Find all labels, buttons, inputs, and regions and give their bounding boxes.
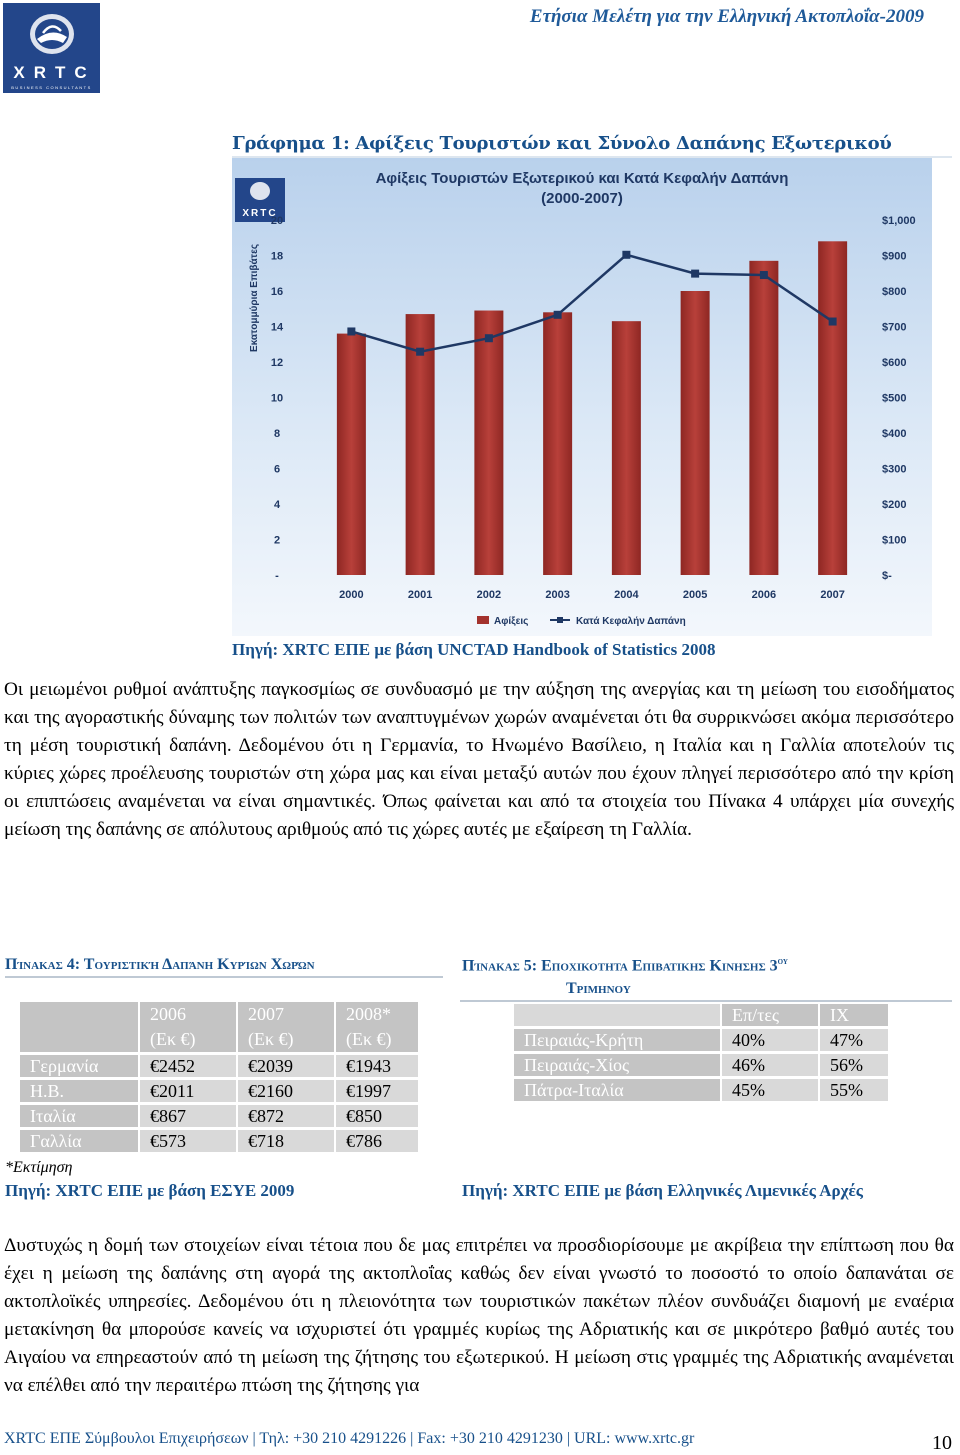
table4-value: €718 bbox=[238, 1130, 334, 1152]
table4-value: €2452 bbox=[140, 1055, 236, 1077]
table5-value: 45% bbox=[722, 1079, 818, 1101]
logo-subtext: BUSINESS CONSULTANTS bbox=[11, 85, 92, 90]
table4-value: €872 bbox=[238, 1105, 334, 1127]
legend-swatch-arrivals bbox=[477, 616, 489, 624]
table-row bbox=[514, 1079, 888, 1101]
table5-value: 55% bbox=[820, 1079, 888, 1101]
y2-tick-label: $300 bbox=[882, 463, 907, 476]
y2-tick-label: $1,000 bbox=[882, 215, 916, 227]
table4 bbox=[18, 999, 420, 1155]
x-tick-label: 2007 bbox=[820, 589, 845, 601]
table4-header-unit: (Εκ €) bbox=[150, 1029, 196, 1049]
table5-corner-cell bbox=[514, 1004, 720, 1026]
table4-value: €573 bbox=[140, 1130, 236, 1152]
table4-value: €1997 bbox=[336, 1080, 418, 1102]
table5-header-row bbox=[514, 1004, 888, 1026]
table-row bbox=[20, 1130, 418, 1152]
x-tick-label: 2000 bbox=[339, 589, 364, 601]
table4-title: Πίνακας 4: Τουριστική Δαπάνη Κυρίων Χωρών bbox=[5, 956, 315, 973]
table-row bbox=[20, 1105, 418, 1127]
bar-arrivals bbox=[612, 321, 641, 575]
y-tick-label: 12 bbox=[270, 357, 284, 369]
bar-arrivals bbox=[681, 291, 710, 575]
chart-logo-text: XRTC bbox=[242, 208, 278, 219]
table-row bbox=[514, 1029, 888, 1051]
page-number: 10 bbox=[932, 1432, 952, 1454]
table4-value: €2039 bbox=[238, 1055, 334, 1077]
chart-y-axis-label: Εκατομμύρια Επιβάτες bbox=[249, 243, 260, 353]
table4-header-cell bbox=[238, 1002, 334, 1052]
y2-tick-label: $400 bbox=[882, 428, 907, 440]
bar-arrivals bbox=[474, 311, 503, 575]
line-point bbox=[347, 327, 355, 335]
table5-header-cell: Επ/τες bbox=[722, 1004, 818, 1026]
table5-title-main: Πίνακας 5: Εποχικοτητα Επιβατικης Κινησης 3 bbox=[462, 957, 778, 975]
table4-header-year: 2007 bbox=[248, 1004, 284, 1024]
y2-tick-label: $700 bbox=[882, 321, 907, 334]
tourist-arrivals-chart bbox=[232, 158, 932, 636]
company-logo bbox=[3, 3, 100, 93]
y2-tick-label: $900 bbox=[882, 250, 907, 263]
body-paragraph-2: Δυστυχώς η δομή των στοιχείων είναι τέτοια που δε μας επιτρέπει να προσδιορίσουμε με ακρίβεια την επίπτωση που θα έχει η μείωση της δαπάνης στη αγορά της ακτοπλοΐας καθώς δεν είναι γνωστό το ποσοστό το οποίο δαπανάται σε ακτοπλοϊκές υπηρεσίες. Δεδομένου ότι η πλειονότητα των τουριστικών πακέτων πλέον συνδυάζει διαμονή με εναέρια μετακίνηση θα μπορούσε κανείς να ισχυριστεί ότι γραμμές κυρίως της Αδριατικής και σε μικρότερο βαθμό αυτές του Αιγαίου να επηρεαστούν από τη μείωση της ζήτησης του εξωτερικού. Η μείωση στις γραμμές της Αδριατικής αναμένεται να επέλθει από την περαιτέρω πτώση της ζήτησης για bbox=[4, 1235, 954, 1396]
y-tick-label: 20 bbox=[270, 215, 284, 227]
y-tick-label: 16 bbox=[270, 286, 284, 298]
table5-title bbox=[462, 956, 932, 975]
x-tick-label: 2003 bbox=[545, 589, 570, 601]
y-tick-label: 6 bbox=[273, 463, 281, 476]
table4-value: €786 bbox=[336, 1130, 418, 1152]
line-point bbox=[622, 251, 630, 259]
line-point bbox=[760, 271, 768, 279]
y2-tick-label: $800 bbox=[882, 286, 907, 298]
line-point bbox=[485, 334, 493, 342]
legend-label-arrivals: Αφίξεις bbox=[494, 616, 529, 627]
bar-arrivals bbox=[543, 312, 572, 575]
table4-corner-cell bbox=[20, 1002, 138, 1052]
y2-tick-label: $100 bbox=[882, 534, 907, 547]
x-tick-label: 2005 bbox=[682, 589, 708, 601]
legend-label-spending: Κατά Κεφαλήν Δαπάνη bbox=[576, 616, 686, 627]
table4-country: Η.Β. bbox=[20, 1080, 138, 1102]
running-title: Ετήσια Μελέτη για την Ελληνική Ακτοπλοΐα-2009 bbox=[529, 6, 924, 27]
y-tick-label: - bbox=[275, 570, 279, 582]
line-point bbox=[691, 270, 699, 278]
table4-header-cell bbox=[336, 1002, 418, 1052]
table5 bbox=[512, 1001, 890, 1104]
chart-svg bbox=[232, 158, 932, 636]
table4-header-unit: (Εκ €) bbox=[346, 1029, 392, 1049]
table4-header-year: 2008* bbox=[346, 1004, 391, 1024]
table4-title-underline bbox=[5, 976, 443, 978]
y-tick-label: 14 bbox=[270, 321, 284, 334]
table4-header-unit: (Εκ €) bbox=[248, 1029, 294, 1049]
x-tick-label: 2004 bbox=[614, 589, 639, 601]
y2-tick-label: $600 bbox=[882, 357, 907, 369]
table4-header-year: 2006 bbox=[150, 1004, 186, 1024]
estimate-note: *Εκτίμηση bbox=[5, 1159, 73, 1176]
table-row bbox=[514, 1054, 888, 1076]
table-row bbox=[20, 1080, 418, 1102]
chart-subtitle: (2000-2007) bbox=[541, 190, 623, 207]
table5-title-line2: Τριμηνου bbox=[566, 980, 631, 997]
line-point bbox=[554, 311, 562, 319]
x-tick-label: 2006 bbox=[751, 589, 777, 601]
table5-value: 47% bbox=[820, 1029, 888, 1051]
logo-text: XRTC bbox=[13, 63, 96, 82]
y-tick-label: 18 bbox=[270, 250, 284, 263]
body-paragraph-1: Οι μειωμένοι ρυθμοί ανάπτυξης παγκοσμίως σε συνδυασμό με την αύξηση της ανεργίας και τη μείωση του εισοδήματος και της αγοραστικής δύναμης των πολιτών των αναπτυγμένων χωρών αναμένεται ότι θα συρρικνώσει ακόμα περισσότερο τη μέση τουριστική δαπάνη. Δεδομένου ότι η Γερμανία, το Ηνωμένο Βασίλειο, η Ιταλία και η Γαλλία αποτελούν τις κύριες χώρες προέλευσης τουριστών στη χώρα μας και είναι μεταξύ αυτών που έχουν πληγεί περισσότερο από την κρίση οι επιπτώσεις αναμένεται να είναι σημαντικές. Όπως φαίνεται και από τα στοιχεία του Πίνακα 4 υπάρχει μία συνεχής μείωση της δαπάνης σε απόλυτους αριθμούς από τις χώρες αυτές με εξαίρεση τη Γαλλία. bbox=[4, 679, 954, 840]
table4-value: €2160 bbox=[238, 1080, 334, 1102]
table4-country: Γερμανία bbox=[20, 1055, 138, 1077]
legend-swatch-marker bbox=[557, 617, 563, 623]
line-point bbox=[416, 348, 424, 356]
table5-source: Πηγή: XRTC ΕΠΕ με βάση Ελληνικές Λιμενικές Αρχές bbox=[462, 1181, 863, 1200]
x-tick-label: 2001 bbox=[407, 589, 433, 601]
footer-contact: XRTC ΕΠΕ Σύμβουλοι Επιχειρήσεων | Τηλ: +30 210 4291226 | Fax: +30 210 4291230 | URL: www.xrtc.gr bbox=[4, 1430, 695, 1447]
chart-title: Αφίξεις Τουριστών Εξωτερικού και Κατά Κεφαλήν Δαπάνη bbox=[375, 170, 789, 187]
table5-route: Πειραιάς-Κρήτη bbox=[514, 1029, 720, 1051]
figure-caption: Γράφημα 1: Αφίξεις Τουριστών και Σύνολο Δαπάνης Εξωτερικού bbox=[232, 133, 892, 154]
x-tick-label: 2002 bbox=[476, 589, 502, 601]
table-row bbox=[20, 1055, 418, 1077]
table5-route: Πειραιάς-Χίος bbox=[514, 1054, 720, 1076]
table4-value: €850 bbox=[336, 1105, 418, 1127]
table5-title-sup: ου bbox=[777, 956, 788, 967]
table4-value: €2011 bbox=[140, 1080, 236, 1102]
ship-emblem-icon bbox=[29, 13, 75, 55]
table5-value: 46% bbox=[722, 1054, 818, 1076]
y-tick-label: 10 bbox=[270, 392, 284, 405]
bar-arrivals bbox=[749, 261, 778, 575]
table5-header-cell: ΙΧ bbox=[820, 1004, 888, 1026]
table4-header-row bbox=[20, 1002, 418, 1052]
y2-tick-label: $- bbox=[882, 570, 892, 582]
table5-value: 40% bbox=[722, 1029, 818, 1051]
bar-arrivals bbox=[337, 334, 366, 575]
y-tick-label: 4 bbox=[273, 499, 281, 511]
y-tick-label: 2 bbox=[273, 534, 281, 547]
table4-country: Γαλλία bbox=[20, 1130, 138, 1152]
y2-tick-label: $200 bbox=[882, 499, 907, 511]
y-tick-label: 8 bbox=[273, 428, 281, 440]
table5-route: Πάτρα-Ιταλία bbox=[514, 1079, 720, 1101]
table4-value: €867 bbox=[140, 1105, 236, 1127]
line-point bbox=[829, 318, 837, 326]
bar-arrivals bbox=[818, 241, 847, 575]
table4-value: €1943 bbox=[336, 1055, 418, 1077]
table4-source: Πηγή: XRTC ΕΠΕ με βάση ΕΣΥΕ 2009 bbox=[5, 1181, 295, 1200]
table4-header-cell bbox=[140, 1002, 236, 1052]
y2-tick-label: $500 bbox=[882, 392, 907, 405]
table5-value: 56% bbox=[820, 1054, 888, 1076]
table4-country: Ιταλία bbox=[20, 1105, 138, 1127]
figure-source: Πηγή: XRTC ΕΠΕ με βάση UNCTAD Handbook of Statistics 2008 bbox=[232, 640, 716, 659]
